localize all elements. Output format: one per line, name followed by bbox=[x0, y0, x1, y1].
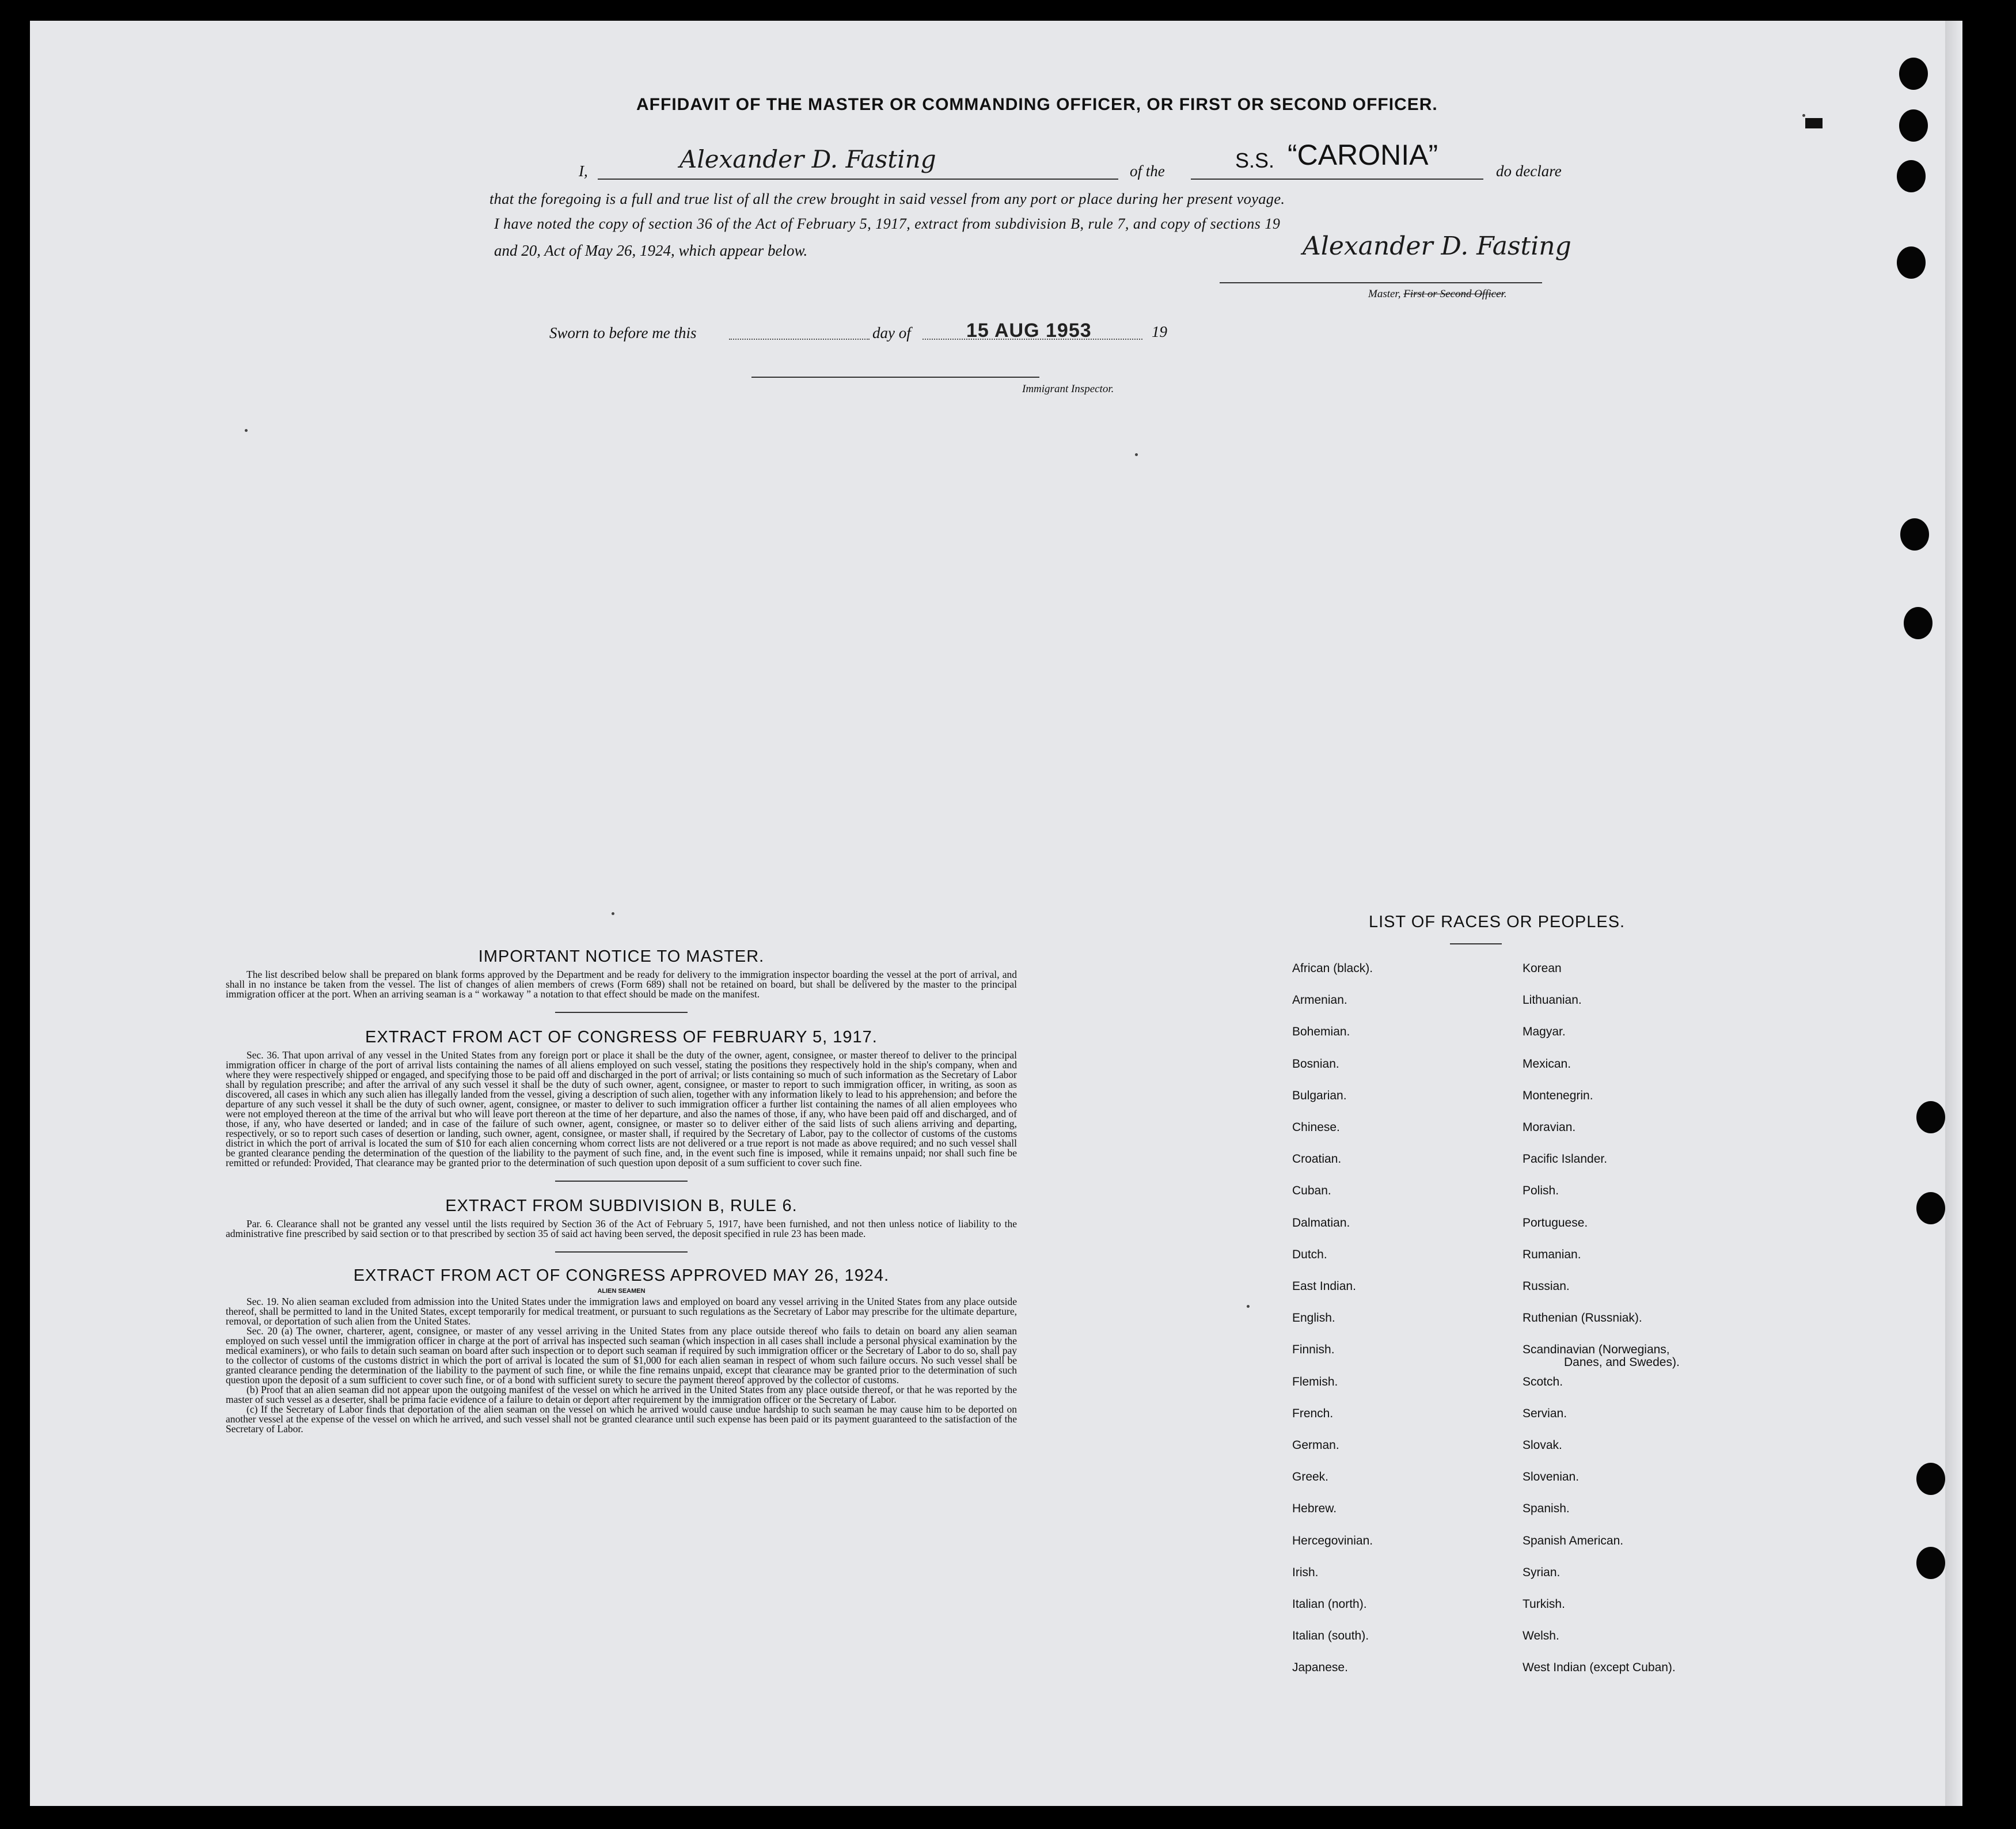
punch-hole bbox=[1916, 1547, 1945, 1579]
punch-hole bbox=[1897, 160, 1926, 192]
race-item: Slovak. bbox=[1523, 1439, 1562, 1452]
punch-hole bbox=[1897, 246, 1926, 279]
punch-hole bbox=[1916, 1192, 1945, 1224]
divider bbox=[555, 1012, 688, 1013]
race-item: Russian. bbox=[1523, 1280, 1570, 1293]
race-item: Bosnian. bbox=[1292, 1057, 1339, 1071]
race-item: Slovenian. bbox=[1523, 1470, 1580, 1484]
document-page bbox=[30, 21, 1945, 1806]
race-item: Rumanian. bbox=[1523, 1247, 1581, 1261]
master-name-handwriting: Alexander D. Fasting bbox=[679, 145, 936, 173]
race-item: Turkish. bbox=[1523, 1597, 1565, 1611]
punch-hole bbox=[1916, 1463, 1945, 1495]
race-item: Korean bbox=[1523, 962, 1562, 975]
race-item: Flemish. bbox=[1292, 1375, 1338, 1388]
day-of-label: day of bbox=[872, 324, 911, 341]
notice-body: The list described below shall be prepared on blank forms approved by the Department and be ready for delivery to the immigration inspector boarding the vessel at the port of arrival, and shall in no instance be taken from the vessel. The list of changes of alien members of crews (Form 689) shall not be retained on board, but shall be delivered by the master to the principal immigration officer at the port. When an arriving seaman is a “ workaway ” a notation to that effect should be made on the manifest. bbox=[226, 969, 1017, 1000]
race-item: Scotch. bbox=[1523, 1375, 1563, 1388]
alien-seamen-subhead: ALIEN SEAMEN bbox=[597, 1288, 646, 1295]
sworn-label: Sworn to before me this bbox=[549, 324, 697, 341]
race-item: Polish. bbox=[1523, 1184, 1559, 1198]
subdivision-title: EXTRACT FROM SUBDIVISION B, RULE 6. bbox=[445, 1197, 798, 1215]
race-item: Croatian. bbox=[1292, 1152, 1342, 1166]
master-name-line bbox=[598, 179, 1118, 180]
race-item: Finnish. bbox=[1292, 1343, 1335, 1357]
signature-line bbox=[1220, 282, 1542, 283]
divider bbox=[555, 1251, 688, 1253]
race-item: Spanish American. bbox=[1523, 1534, 1624, 1547]
signer-title-struck: First or Second Officer bbox=[1403, 288, 1504, 300]
punch-hole bbox=[1899, 58, 1928, 90]
sec20c-body: (c) If the Secretary of Labor finds that deportation of the alien seaman on the vessel on which he arrived would cause undue hardship to such seaman he may cause him to be deported on another vessel at the expense of the vessel on which he arrived, and such vessel shall not be granted clearance until such expense has been paid or its payment guaranteed to the satisfaction of the Secretary of Labor. bbox=[226, 1403, 1017, 1435]
race-item: French. bbox=[1292, 1406, 1334, 1420]
race-item: English. bbox=[1292, 1311, 1335, 1325]
race-item: Syrian. bbox=[1523, 1565, 1561, 1579]
race-item: Hebrew. bbox=[1292, 1502, 1337, 1516]
race-item-continuation: Danes, and Swedes). bbox=[1564, 1356, 1680, 1369]
race-item: West Indian (except Cuban). bbox=[1523, 1661, 1676, 1675]
punch-hole bbox=[1904, 607, 1933, 639]
extract-1924-title: EXTRACT FROM ACT OF CONGRESS APPROVED MAY 26, 1924. bbox=[353, 1266, 890, 1285]
race-item: Scandinavian (Norwegians, bbox=[1523, 1343, 1670, 1357]
races-title: LIST OF RACES OR PEOPLES. bbox=[1369, 913, 1626, 931]
signer-title-suffix: . bbox=[1504, 288, 1507, 300]
sec20b-body: (b) Proof that an alien seaman did not appear upon the outgoing manifest of the vessel on which he arrived in the United States from any place outside thereof, or that he was reported by the master of such vessel as a deserter, shall be prima facie evidence of a failure to detain or deport after requirement by the immigration officer or the Secretary of Labor. bbox=[226, 1384, 1017, 1405]
divider bbox=[555, 1181, 688, 1182]
race-item: Pacific Islander. bbox=[1523, 1152, 1608, 1166]
race-item: Bulgarian. bbox=[1292, 1088, 1347, 1102]
punch-hole bbox=[1900, 518, 1929, 551]
affidavit-title: AFFIDAVIT OF THE MASTER OR COMMANDING OFFICER, OR FIRST OR SECOND OFFICER. bbox=[636, 95, 1438, 114]
punch-hole bbox=[1916, 1101, 1945, 1133]
affidavit-line-3: I have noted the copy of section 36 of the Act of February 5, 1917, extract from subdivision B, rule 7, and copy of sections 19 bbox=[494, 215, 1281, 232]
punch-hole bbox=[1899, 109, 1928, 142]
race-item: Moravian. bbox=[1523, 1121, 1576, 1134]
affidavit-line-2: that the foregoing is a full and true list of all the crew brought in said vessel from any port or place during her present voyage. bbox=[489, 190, 1285, 207]
race-item: German. bbox=[1292, 1439, 1339, 1452]
inspector-signature-line bbox=[751, 377, 1039, 378]
ship-prefix: S.S. bbox=[1235, 149, 1275, 172]
race-item: Bohemian. bbox=[1292, 1025, 1350, 1039]
signer-title-master: Master, bbox=[1368, 288, 1404, 300]
race-item: Irish. bbox=[1292, 1565, 1319, 1579]
extract-1917-body: Sec. 36. That upon arrival of any vessel in the United States from any foreign port or place it shall be the duty of the owner, agent, consignee, or master thereof to deliver to the principal immigration officer in charge of the port of arrival lists containing the names of all aliens employed on such vessel, stating the positions they respectively hold in the ship's company, when and where they were respectively shipped or engaged, and specifying those to be paid off and discharged in the port of arrival; or lists containing so much of such information as the Secretary of Labor shall by regulation prescribe; and after the arrival of any such vessel it shall be the duty of such owner, agent, consignee, or master to report to such immigration officer, in writing, as soon as discovered, all cases in which any such alien has illegally landed from the vessel, giving a description of such alien, together with any information likely to lead to his apprehension; and before the departure of any such vessel it shall be the duty of such owner, agent, consignee, or master to deliver to such immigration officer a further list containing the names of all alien employees who were not employed thereon at the time of the arrival but who will leave port thereon at the time of her departure, and also the names of those, if any, who have been paid off and discharged, and of those, if any, who have deserted or landed; and in case of the failure of such owner, agent, consignee, or master so to deliver either of the said lists of such aliens arriving and departing, respectively, or so to report such cases of desertion or landing, such owner, agent, consignee, or master shall, if required by the Secretary of Labor, pay to the collector of customs of the customs district in which the port of arrival is located the sum of $10 for each alien concerning whom correct lists are not delivered or a true report is not made as above required; and no such vessel shall be granted clearance pending the determination of the question of the liability to the payment of such fine, and, in the event such fine is imposed, while it remains unpaid; nor shall such fine be remitted or refunded: Provided, That clearance may be granted prior to the determination of such question upon deposit of a sum sufficient to cover such fine. bbox=[226, 1049, 1017, 1168]
race-item: Dalmatian. bbox=[1292, 1216, 1350, 1230]
race-item: African (black). bbox=[1292, 962, 1373, 975]
race-item: Cuban. bbox=[1292, 1184, 1331, 1198]
of-the-label: of the bbox=[1130, 162, 1165, 180]
race-item: Greek. bbox=[1292, 1470, 1329, 1484]
race-item: Mexican. bbox=[1523, 1057, 1571, 1071]
race-item: Montenegrin. bbox=[1523, 1088, 1593, 1102]
race-item: East Indian. bbox=[1292, 1280, 1356, 1293]
race-item: Lithuanian. bbox=[1523, 993, 1582, 1007]
race-item: Japanese. bbox=[1292, 1661, 1348, 1675]
legal-notices-column bbox=[226, 947, 1017, 1434]
do-declare-label: do declare bbox=[1496, 162, 1562, 180]
year-prefix: 19 bbox=[1152, 323, 1167, 340]
notice-title: IMPORTANT NOTICE TO MASTER. bbox=[478, 947, 765, 966]
signer-title bbox=[1368, 288, 1507, 301]
extract-1917-title: EXTRACT FROM ACT OF CONGRESS OF FEBRUARY 5, 1917. bbox=[365, 1028, 878, 1046]
sec19-body: Sec. 19. No alien seaman excluded from admission into the United States under the immigration laws and employed on board any vessel arriving in the United States from any place outside thereof, shall be permitted to land in the United States, except temporarily for medical treatment, or pursuant to such regulations as the Secretary of Labor may prescribe for the ultimate departure, removal, or deportation of such alien from the United States. bbox=[226, 1296, 1017, 1327]
races-title-underline bbox=[1450, 943, 1502, 944]
subdivision-body: Par. 6. Clearance shall not be granted any vessel until the lists required by Section 36 of the Act of February 5, 1917, have been furnished, and not then unless notice of liability to the administrative fine prescribed by said section or to that prescribed by section 35 of said act having been served, the deposit specified in rule 23 has been made. bbox=[226, 1218, 1017, 1239]
race-item: Italian (south). bbox=[1292, 1629, 1369, 1643]
race-item: Hercegovinian. bbox=[1292, 1534, 1373, 1547]
race-item: Ruthenian (Russniak). bbox=[1523, 1311, 1642, 1325]
race-item: Servian. bbox=[1523, 1406, 1567, 1420]
race-item: Dutch. bbox=[1292, 1247, 1327, 1261]
race-item: Armenian. bbox=[1292, 993, 1347, 1007]
date-stamp: 15 AUG 1953 bbox=[966, 320, 1092, 341]
ship-name: “CARONIA” bbox=[1288, 139, 1438, 171]
race-item: Welsh. bbox=[1523, 1629, 1559, 1643]
affidavit-line-4: and 20, Act of May 26, 1924, which appear below. bbox=[494, 242, 808, 259]
sworn-day-line bbox=[729, 339, 870, 340]
i-label: I, bbox=[579, 162, 588, 180]
master-signature: Alexander D. Fasting bbox=[1303, 232, 1571, 261]
race-item: Portuguese. bbox=[1523, 1216, 1588, 1230]
inspector-label: Immigrant Inspector. bbox=[1022, 383, 1114, 395]
race-item: Chinese. bbox=[1292, 1121, 1340, 1134]
race-item: Italian (north). bbox=[1292, 1597, 1367, 1611]
race-item: Spanish. bbox=[1523, 1502, 1570, 1516]
ship-name-line bbox=[1191, 179, 1483, 180]
sec20a-body: Sec. 20 (a) The owner, charterer, agent, consignee, or master of any vessel arriving in the United States from any place outside thereof who fails to detain on board any alien seaman employed on such vessel until the immigration officer in charge at the port of arrival has inspected such seaman (which inspection in all cases shall include a personal physical examination by the medical examiners), or who fails to detain such seaman on board after such inspection or to deport such seaman if required by such immigration officer or the Secretary of Labor to do so, shall pay to the collector of customs of the customs district in which the port of arrival is located the sum of $1,000 for each alien seaman in respect of whom such failure occurs. No such vessel shall be granted clearance pending the determination of the liability to the payment of such fine, or while the fine remains unpaid, except that clearance may be granted prior to the determination of such question upon the deposit of a sum sufficient to cover such fine, or of a bond with sufficient surety to secure the payment thereof approved by the collector of customs. bbox=[226, 1325, 1017, 1386]
race-item: Magyar. bbox=[1523, 1025, 1566, 1039]
